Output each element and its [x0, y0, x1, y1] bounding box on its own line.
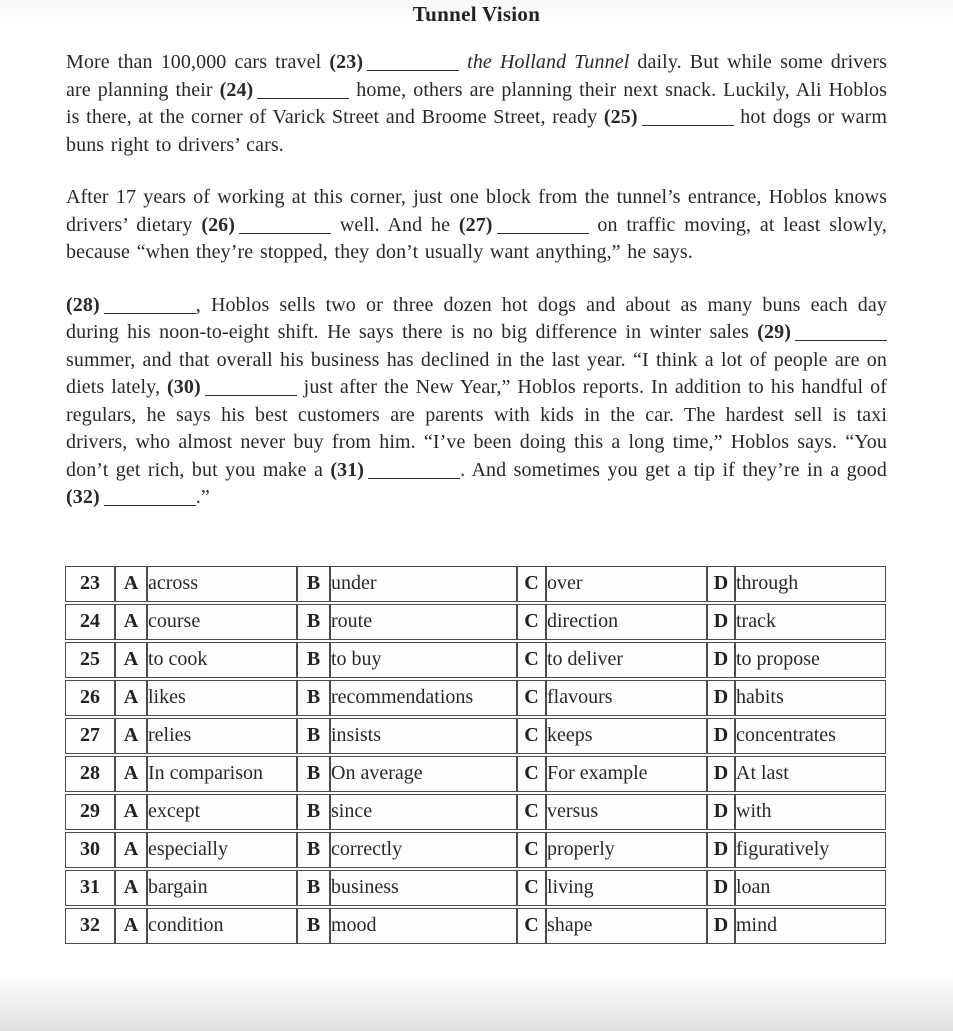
option-letter-cell: C — [517, 832, 546, 868]
text-segment: After 17 years of working at this corner, just one block from the tunnel’s entrance, Hoblos knows drivers’ dietary — [66, 186, 887, 236]
answer-blank — [205, 390, 297, 396]
option-text-cell: likes — [147, 680, 297, 716]
table-row — [65, 756, 886, 792]
text-segment: . And sometimes you get a tip if they’re in a good — [460, 458, 887, 481]
option-text-cell: to buy — [330, 642, 517, 678]
option-letter-cell: B — [297, 908, 330, 944]
answer-blank — [368, 473, 460, 479]
answer-blank — [642, 120, 734, 126]
option-letter-cell: D — [707, 870, 735, 906]
question-number-cell: 31 — [65, 870, 115, 906]
question-number-cell: 27 — [65, 718, 115, 754]
option-text-cell: recommendations — [330, 680, 517, 716]
option-text-cell: course — [147, 604, 297, 640]
option-text-cell: to propose — [735, 642, 886, 678]
option-letter-cell: D — [707, 756, 735, 792]
table-row — [65, 794, 886, 830]
question-marker: (23) — [329, 51, 364, 73]
answer-blank — [497, 228, 589, 234]
option-letter-cell: A — [115, 680, 147, 716]
question-number-cell: 23 — [65, 566, 115, 602]
option-letter-cell: B — [297, 718, 330, 754]
table-row — [65, 870, 886, 906]
passage — [66, 49, 887, 512]
option-letter-cell: A — [115, 566, 147, 602]
option-text-cell: under — [330, 566, 517, 602]
option-text-cell: flavours — [546, 680, 707, 716]
answer-blank — [104, 500, 196, 506]
option-letter-cell: D — [707, 642, 735, 678]
option-text-cell: On average — [330, 756, 517, 792]
option-letter-cell: C — [517, 566, 546, 602]
option-text-cell: to deliver — [546, 642, 707, 678]
option-letter-cell: C — [517, 680, 546, 716]
option-letter-cell: B — [297, 566, 330, 602]
option-text-cell: living — [546, 870, 707, 906]
text-segment: , Hoblos sells two or three dozen hot dogs and about as many buns each day during his noon-to-eight shift. He says there is no big difference in winter sales — [66, 293, 887, 343]
option-text-cell: insists — [330, 718, 517, 754]
option-letter-cell: D — [707, 680, 735, 716]
option-letter-cell: A — [115, 604, 147, 640]
options-table-body — [65, 566, 886, 944]
answer-blank — [239, 228, 331, 234]
text-segment: summer, and that overall his business has declined in the last year. “I think a lot of people are on diets lately, — [66, 348, 887, 398]
option-letter-cell: B — [297, 680, 330, 716]
option-text-cell: bargain — [147, 870, 297, 906]
option-letter-cell: B — [297, 794, 330, 830]
option-letter-cell: C — [517, 718, 546, 754]
option-letter-cell: B — [297, 832, 330, 868]
option-text-cell: shape — [546, 908, 707, 944]
option-letter-cell: B — [297, 870, 330, 906]
option-letter-cell: A — [115, 718, 147, 754]
option-text-cell: concentrates — [735, 718, 886, 754]
option-text-cell: At last — [735, 756, 886, 792]
option-letter-cell: A — [115, 794, 147, 830]
question-marker: (28) — [66, 293, 100, 316]
option-text-cell: route — [330, 604, 517, 640]
option-letter-cell: C — [517, 870, 546, 906]
option-letter-cell: D — [707, 832, 735, 868]
passage-paragraph — [66, 184, 887, 267]
option-text-cell: with — [735, 794, 886, 830]
text-segment: well. And he — [331, 213, 459, 236]
option-letter-cell: A — [115, 870, 147, 906]
option-text-cell: mood — [330, 908, 517, 944]
answer-blank — [257, 93, 349, 99]
table-row — [65, 832, 886, 868]
option-letter-cell: A — [115, 908, 147, 944]
question-marker: (25) — [603, 106, 638, 128]
answer-blank — [367, 65, 459, 71]
option-letter-cell: D — [707, 604, 735, 640]
option-text-cell: mind — [735, 908, 886, 944]
question-marker: (26) — [201, 213, 236, 236]
question-number-cell: 32 — [65, 908, 115, 944]
table-row — [65, 566, 886, 602]
option-letter-cell: A — [115, 642, 147, 678]
option-text-cell: through — [735, 566, 886, 602]
question-marker: (32) — [66, 486, 100, 508]
option-text-cell: loan — [735, 870, 886, 906]
text-segment: home, others are planning their next snack. Luckily, Ali Hoblos is there, at the corner of Varick Street and Broome Street, ready — [66, 78, 887, 128]
option-text-cell: except — [147, 794, 297, 830]
question-number-cell: 25 — [65, 642, 115, 678]
text-segment: More than 100,000 cars travel — [66, 51, 330, 73]
question-marker: (27) — [458, 213, 493, 236]
text-segment: on traffic moving, at least slowly, because “when they’re stopped, they don’t usually want anything,” he says. — [66, 213, 887, 263]
text-segment: hot dogs or warm buns right to drivers’ cars. — [66, 106, 887, 156]
options-table — [65, 564, 886, 946]
option-text-cell: habits — [735, 680, 886, 716]
option-letter-cell: C — [517, 908, 546, 944]
question-number-cell: 26 — [65, 680, 115, 716]
option-text-cell: keeps — [546, 718, 707, 754]
page-title: Tunnel Vision — [412, 2, 541, 26]
option-letter-cell: A — [115, 756, 147, 792]
passage-paragraph — [66, 292, 887, 512]
question-marker: (24) — [219, 78, 254, 101]
answer-blank — [795, 335, 887, 341]
answer-blank — [104, 308, 196, 314]
question-marker: (29) — [757, 321, 791, 343]
table-row — [65, 604, 886, 640]
table-row — [65, 642, 886, 678]
option-letter-cell: C — [517, 642, 546, 678]
question-number-cell: 28 — [65, 756, 115, 792]
option-text-cell: since — [330, 794, 517, 830]
option-letter-cell: B — [297, 756, 330, 792]
question-number-cell: 24 — [65, 604, 115, 640]
option-letter-cell: C — [517, 604, 546, 640]
option-text-cell: across — [147, 566, 297, 602]
option-text-cell: business — [330, 870, 517, 906]
option-text-cell: properly — [546, 832, 707, 868]
question-number-cell: 29 — [65, 794, 115, 830]
option-text-cell: In comparison — [147, 756, 297, 792]
option-text-cell: direction — [546, 604, 707, 640]
option-letter-cell: B — [297, 604, 330, 640]
passage-paragraph — [66, 49, 887, 159]
question-marker: (31) — [330, 458, 365, 481]
text-segment: .” — [195, 486, 210, 508]
text-segment: daily. But while some drivers are planning their — [66, 51, 888, 101]
table-row — [65, 680, 886, 716]
option-letter-cell: D — [707, 908, 735, 944]
option-text-cell: track — [735, 604, 886, 640]
option-letter-cell: D — [707, 718, 735, 754]
text-segment: the Holland Tunnel — [459, 51, 630, 73]
option-text-cell: versus — [546, 794, 707, 830]
option-letter-cell: D — [707, 794, 735, 830]
option-text-cell: correctly — [330, 832, 517, 868]
text-segment: just after the New Year,” Hoblos reports. In addition to his handful of regulars, he says his best customers are parents with kids in the car. The hardest sell is taxi drivers, who almost never buy from him. “I’ve been doing this a long time,” Hoblos says. “You don’t get rich, but you make a — [66, 376, 887, 481]
option-letter-cell: C — [517, 794, 546, 830]
option-text-cell: to cook — [147, 642, 297, 678]
option-text-cell: For example — [546, 756, 707, 792]
question-number-cell: 30 — [65, 832, 115, 868]
option-letter-cell: D — [707, 566, 735, 602]
option-letter-cell: C — [517, 756, 546, 792]
question-marker: (30) — [167, 376, 201, 398]
option-letter-cell: A — [115, 832, 147, 868]
option-text-cell: relies — [147, 718, 297, 754]
option-letter-cell: B — [297, 642, 330, 678]
table-row — [65, 908, 886, 944]
table-row — [65, 718, 886, 754]
option-text-cell: condition — [147, 908, 297, 944]
option-text-cell: figuratively — [735, 832, 886, 868]
option-text-cell: especially — [147, 832, 297, 868]
option-text-cell: over — [546, 566, 707, 602]
